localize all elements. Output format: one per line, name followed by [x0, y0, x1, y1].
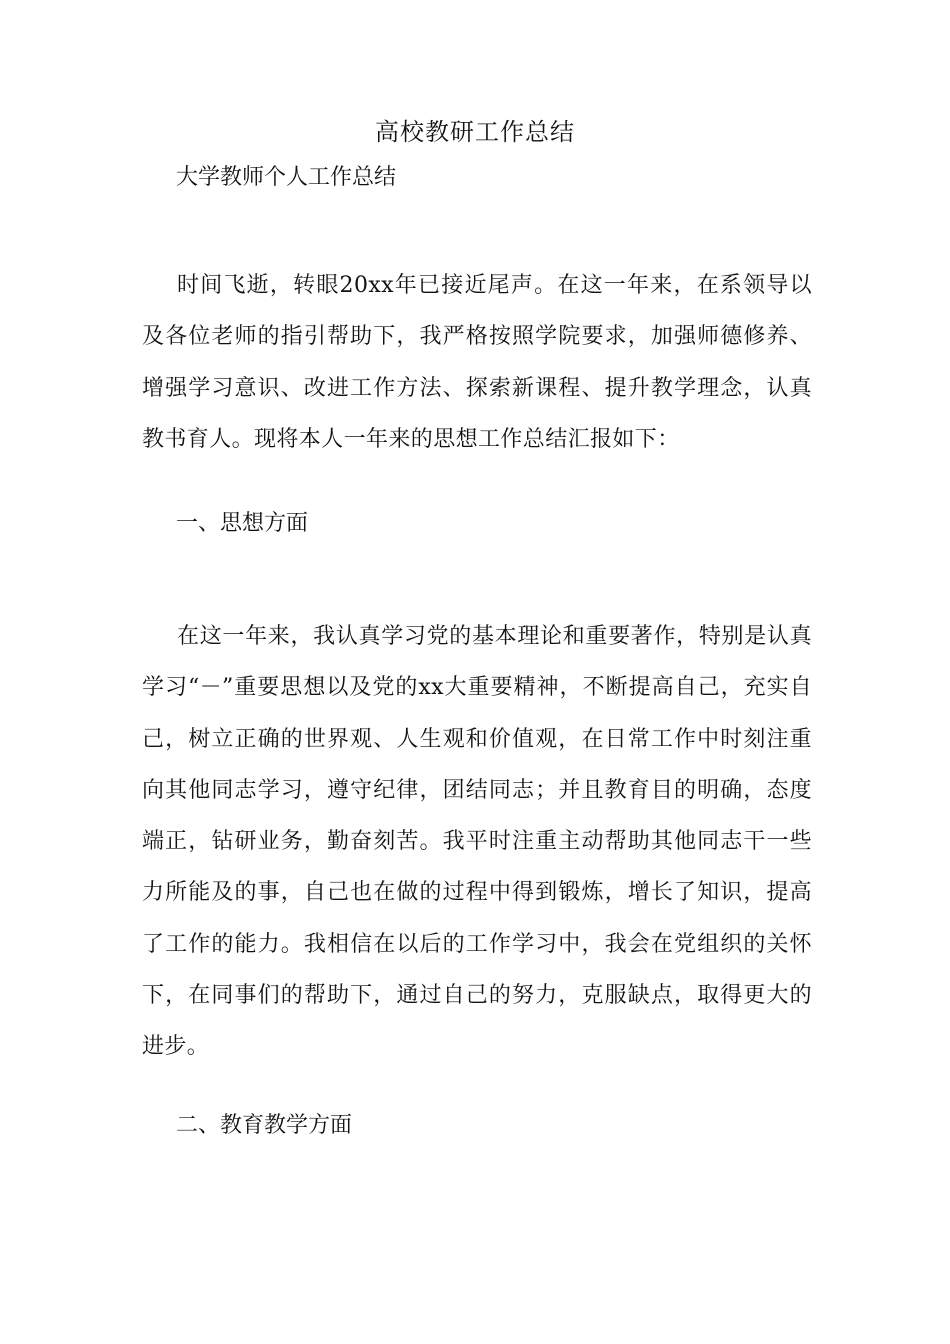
intro-paragraph: 时间飞逝，转眼20xx年已接近尾声。在这一年来，在系领导以及各位老师的指引帮助下，我严格按照学院要求，加强师德修养、增强学习意识、改进工作方法、探索新课程、提升教学理念，认真教书育人。现将本人一年来的思想工作总结汇报如下：	[142, 273, 812, 452]
section-heading-teaching: 二、教育教学方面	[176, 1113, 353, 1138]
document-subtitle: 大学教师个人工作总结	[176, 165, 397, 190]
section-heading-ideology: 一、思想方面	[176, 511, 309, 536]
document-title: 高校教研工作总结	[375, 118, 575, 146]
section-paragraph-ideology: 在这一年来，我认真学习党的基本理论和重要著作，特别是认真学习“－”重要思想以及党的xx大重要精神，不断提高自己，充实自己，树立正确的世界观、人生观和价值观，在日常工作中时刻注重向其他同志学习，遵守纪律，团结同志；并且教育目的明确，态度端正，钻研业务，勤奋刻苦。我平时注重主动帮助其他同志干一些力所能及的事，自己也在做的过程中得到锻炼，增长了知识，提高了工作的能力。我相信在以后的工作学习中，我会在党组织的关怀下，在同事们的帮助下，通过自己的努力，克服缺点，取得更大的进步。	[142, 624, 812, 1060]
